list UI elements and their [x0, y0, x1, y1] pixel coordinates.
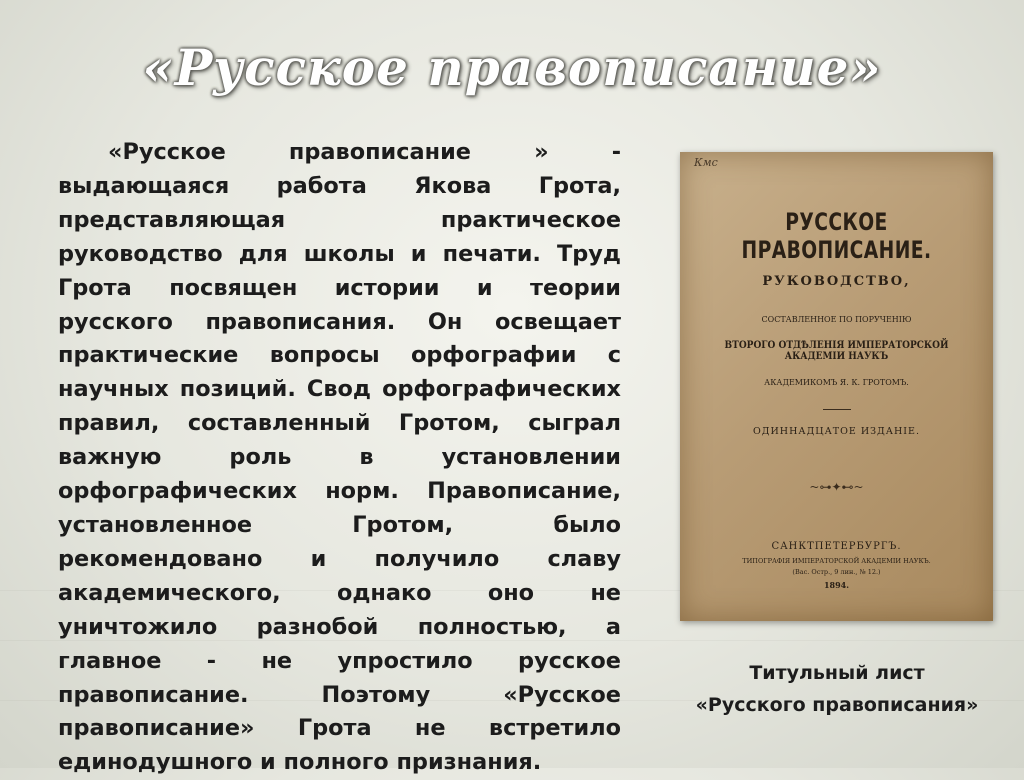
- caption-line: «Русского правописания»: [695, 694, 979, 716]
- cover-line: АКАДЕМИКОМЪ Я. К. ГРОТОМЪ.: [764, 378, 909, 387]
- cover-edition: ОДИННАДЦАТОЕ ИЗДАНІЕ.: [753, 426, 920, 437]
- cover-ornament: ~⊶✦⊷~: [809, 480, 864, 494]
- cover-line: ВТОРОГО ОТДѢЛЕНІЯ ИМПЕРАТОРСКОЙ АКАДЕМІИ НАУКЪ: [724, 340, 949, 362]
- body-paragraph: «Русское правописание » - выдающаяся работа Якова Грота, представляющая практическое руководство для школы и печати. Труд Грота посвящен истории и теории русского правописания. Он освещает практические вопросы орфографии с научных позиций. Свод орфографических правил, составленный Гротом, сыграл важную роль в установлении орфографических норм. Правописание, установленное Гротом, было рекомендовано и получило славу академического, однако оно не уничтожило разнобой полностью, а главное - не упростило русское правописание. Поэтому «Русское правописание» Грота не встретило единодушного и полного признания.: [58, 139, 621, 776]
- cover-city: САНКТПЕТЕРБУРГЪ.: [771, 541, 902, 552]
- image-caption: [670, 657, 1004, 721]
- cover-divider: [823, 409, 851, 410]
- cover-address: (Вас. Остр., 9 лин., № 12.): [792, 568, 881, 576]
- cover-handwriting: Кмс: [694, 156, 718, 169]
- cover-press: ТИПОГРАФІЯ ИМПЕРАТОРСКОЙ АКАДЕМІИ НАУКЪ.: [742, 557, 931, 565]
- cover-year: 1894.: [823, 580, 850, 590]
- caption-line: Титульный лист: [749, 662, 925, 684]
- title-page-image: [680, 152, 993, 621]
- cover-subtitle: РУКОВОДСТВО,: [762, 274, 911, 289]
- cover-title: РУССКОЕ ПРАВОПИСАНИЕ.: [741, 208, 932, 264]
- slide-title: «Русское правописание»: [142, 38, 882, 97]
- cover-line: СОСТАВЛЕННОЕ ПО ПОРУЧЕНІЮ: [761, 315, 912, 324]
